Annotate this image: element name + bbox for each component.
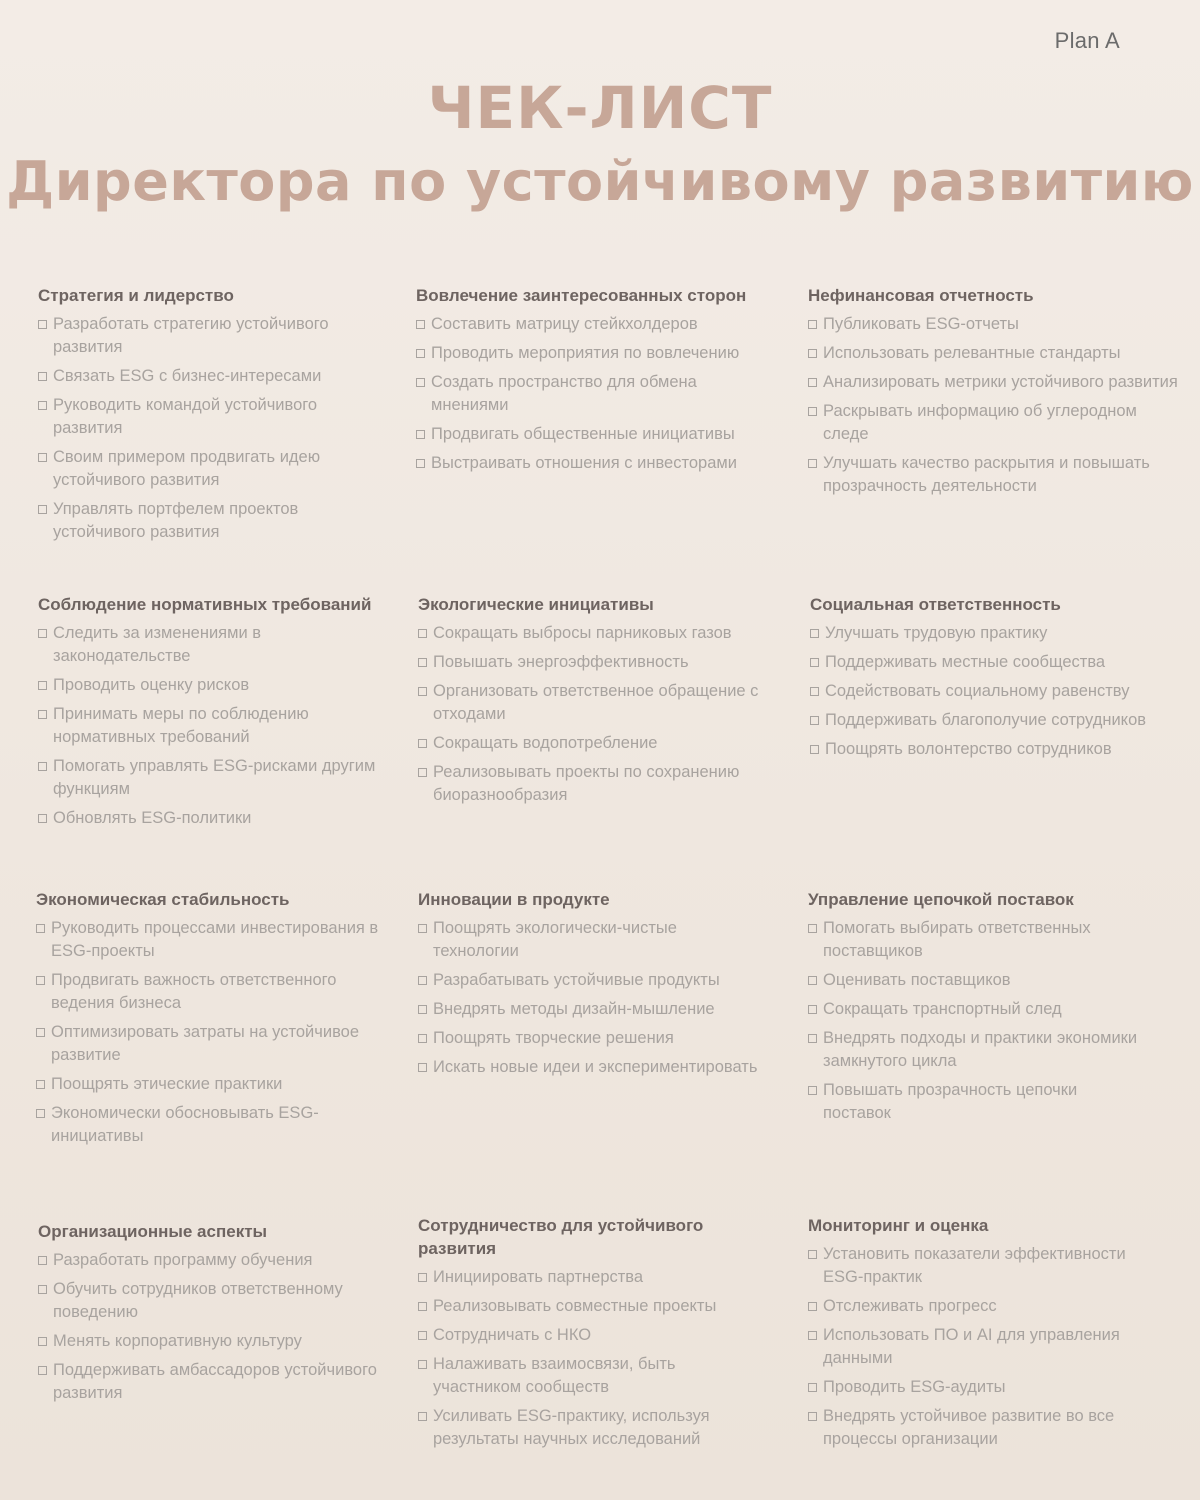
checklist-item-label: Повышать прозрачность цепочки поставок	[823, 1081, 1078, 1122]
checklist-item-label: Реализовывать проекты по сохранению биоразнообразия	[433, 763, 740, 804]
checklist-item-label: Поощрять экологически-чистые технологии	[433, 919, 677, 960]
checklist-item-label: Инициировать партнерства	[433, 1268, 644, 1286]
checklist-item	[808, 400, 1178, 446]
section-title: Нефинансовая отчетность	[808, 286, 1034, 305]
checklist-item	[416, 452, 776, 475]
checklist-item-label: Менять корпоративную культуру	[53, 1332, 302, 1350]
checklist-items	[808, 917, 1138, 1125]
checklist-item-label: Реализовывать совместные проекты	[433, 1297, 717, 1315]
checklist-item	[38, 674, 388, 697]
checklist-item-label: Повышать энергоэффективность	[433, 653, 689, 671]
checklist-item-label: Оценивать поставщиков	[823, 971, 1011, 989]
checkbox-icon[interactable]	[418, 739, 427, 748]
checklist-item-label: Раскрывать информацию об углеродном следе	[823, 402, 1137, 443]
section-title: Экологические инициативы	[418, 595, 654, 614]
section-title: Соблюдение нормативных требований	[38, 595, 372, 614]
checkbox-icon[interactable]	[38, 505, 47, 514]
checklist-items	[810, 622, 1170, 761]
checklist-item	[810, 709, 1170, 732]
checklist-item	[418, 917, 758, 963]
checklist-items	[808, 313, 1178, 498]
checklist-section	[416, 284, 776, 481]
checkbox-icon[interactable]	[808, 1331, 817, 1340]
checkbox-icon[interactable]	[418, 1331, 427, 1340]
checkbox-icon[interactable]	[36, 1080, 45, 1089]
checklist-item-label: Установить показатели эффективности ESG-практик	[823, 1245, 1126, 1286]
checklist-item-label: Разработать стратегию устойчивого развития	[53, 315, 329, 356]
checkbox-icon[interactable]	[38, 372, 47, 381]
checklist-section	[38, 1220, 383, 1411]
checklist-item	[418, 1405, 758, 1451]
checklist-item-label: Продвигать общественные инициативы	[431, 425, 735, 443]
checklist-item	[808, 452, 1178, 498]
checklist-items	[418, 622, 783, 807]
checkbox-icon[interactable]	[810, 745, 819, 754]
checklist-item	[418, 732, 783, 755]
checklist-item	[418, 1324, 758, 1347]
section-title: Социальная ответственность	[810, 595, 1061, 614]
checklist-item	[38, 807, 388, 830]
checklist-item-label: Помогать выбирать ответственных поставщиков	[823, 919, 1091, 960]
checkbox-icon[interactable]	[418, 1273, 427, 1282]
checklist-item	[416, 342, 776, 365]
section-title: Управление цепочкой поставок	[808, 890, 1074, 909]
checklist-item-label: Сокращать транспортный след	[823, 1000, 1062, 1018]
checklist-item	[810, 738, 1170, 761]
checklist-item	[808, 1079, 1138, 1125]
checkbox-icon[interactable]	[38, 320, 47, 329]
checklist-item-label: Внедрять методы дизайн-мышление	[433, 1000, 715, 1018]
section-title: Вовлечение заинтересованных сторон	[416, 286, 747, 305]
checklist-item-label: Усиливать ESG-практику, используя результаты научных исследований	[433, 1407, 710, 1448]
checklist-item-label: Помогать управлять ESG-рисками другим функциям	[53, 757, 376, 798]
checklist-item	[808, 1376, 1158, 1399]
checklist-item-label: Поощрять этические практики	[51, 1075, 283, 1093]
checkbox-icon[interactable]	[808, 976, 817, 985]
checklist-items	[38, 622, 388, 830]
checklist-item	[416, 371, 776, 417]
checkbox-icon[interactable]	[418, 687, 427, 696]
checklist-item	[418, 969, 758, 992]
checklist-item	[808, 1295, 1158, 1318]
checkbox-icon[interactable]	[418, 629, 427, 638]
section-title: Экономическая стабильность	[36, 890, 290, 909]
checklist-item	[36, 917, 396, 963]
checklist-item-label: Улучшать качество раскрытия и повышать прозрачность деятельности	[823, 454, 1150, 495]
checklist-item	[418, 680, 783, 726]
checklist-items	[416, 313, 776, 475]
checklist-section	[38, 593, 388, 836]
checkbox-icon[interactable]	[418, 658, 427, 667]
checklist-item	[808, 917, 1138, 963]
checklist-section	[808, 1214, 1158, 1457]
checkbox-icon[interactable]	[418, 924, 427, 933]
checklist-item-label: Следить за изменениями в законодательстве	[53, 624, 262, 665]
checkbox-icon[interactable]	[418, 1360, 427, 1369]
checklist-section	[418, 593, 783, 813]
checkbox-icon[interactable]	[808, 1250, 817, 1259]
checklist-item	[808, 1243, 1158, 1289]
checkbox-icon[interactable]	[808, 1005, 817, 1014]
checklist-item	[808, 1405, 1158, 1451]
checkbox-icon[interactable]	[808, 1086, 817, 1095]
checklist-section	[36, 888, 396, 1154]
checklist-item	[38, 703, 388, 749]
checklist-item	[38, 394, 378, 440]
checklist-item	[418, 1353, 758, 1399]
checklist-item-label: Поощрять волонтерство сотрудников	[825, 740, 1112, 758]
brand-logo: Plan A	[1054, 28, 1120, 53]
checklist-item	[36, 1102, 396, 1148]
checklist-item-label: Сокращать водопотребление	[433, 734, 658, 752]
checklist-item	[38, 1359, 383, 1405]
checkbox-icon[interactable]	[416, 320, 425, 329]
checklist-item-label: Поддерживать благополучие сотрудников	[825, 711, 1147, 729]
checklist-item	[418, 1266, 758, 1289]
checklist-item-label: Оптимизировать затраты на устойчивое развитие	[51, 1023, 359, 1064]
checklist-item-label: Внедрять подходы и практики экономики замкнутого цикла	[823, 1029, 1138, 1070]
checklist-section	[418, 1214, 758, 1457]
checklist-item-label: Составить матрицу стейкхолдеров	[431, 315, 698, 333]
checkbox-icon[interactable]	[808, 1034, 817, 1043]
checklist-item-label: Руководить процессами инвестирования в ESG-проекты	[51, 919, 379, 960]
checklist-item	[808, 998, 1138, 1021]
checklist-item	[38, 446, 378, 492]
checklist-item	[416, 423, 776, 446]
checklist-item	[38, 755, 388, 801]
checkbox-icon[interactable]	[418, 1034, 427, 1043]
checkbox-icon[interactable]	[808, 349, 817, 358]
checklist-item	[418, 761, 783, 807]
checklist-item	[810, 680, 1170, 703]
checklist-item	[808, 342, 1178, 365]
checkbox-icon[interactable]	[38, 453, 47, 462]
checklist-item	[36, 1073, 396, 1096]
checklist-item	[810, 651, 1170, 674]
checkbox-icon[interactable]	[38, 1285, 47, 1294]
checklist-item-label: Публиковать ESG-отчеты	[823, 315, 1019, 333]
checkbox-icon[interactable]	[808, 1383, 817, 1392]
checklist-item-label: Улучшать трудовую практику	[825, 624, 1048, 642]
page-title-line2: Директора по устойчивому развитию	[6, 150, 1194, 213]
checklist-item-label: Своим примером продвигать идею устойчивого развития	[53, 448, 321, 489]
checklist-item-label: Обучить сотрудников ответственному поведению	[53, 1280, 343, 1321]
checkbox-icon[interactable]	[38, 1366, 47, 1375]
checklist-section	[808, 888, 1138, 1131]
checkbox-icon[interactable]	[418, 1063, 427, 1072]
checklist-item-label: Разработать программу обучения	[53, 1251, 313, 1269]
section-title: Мониторинг и оценка	[808, 1216, 989, 1235]
checklist-item-label: Поощрять творческие решения	[433, 1029, 674, 1047]
checklist-items	[808, 1243, 1158, 1451]
section-title: Организационные аспекты	[38, 1222, 268, 1241]
checkbox-icon[interactable]	[808, 1302, 817, 1311]
checkbox-icon[interactable]	[808, 459, 817, 468]
checklist-item	[38, 365, 378, 388]
checkbox-icon[interactable]	[36, 1109, 45, 1118]
checklist-item-label: Налаживать взаимосвязи, быть участником сообществ	[433, 1355, 676, 1396]
checklist-item-label: Использовать релевантные стандарты	[823, 344, 1121, 362]
section-title: Инновации в продукте	[418, 890, 610, 909]
checkbox-icon[interactable]	[810, 658, 819, 667]
checklist-item	[38, 313, 378, 359]
checkbox-icon[interactable]	[416, 459, 425, 468]
page-title-line1: ЧЕК-ЛИСТ	[427, 74, 773, 142]
checklist-section	[38, 284, 378, 550]
checklist-item	[38, 1278, 383, 1324]
checklist-item	[418, 1295, 758, 1318]
checklist-item	[38, 1330, 383, 1353]
checkbox-icon[interactable]	[416, 349, 425, 358]
checklist-item-label: Сотрудничать с НКО	[433, 1326, 592, 1344]
checklist-items	[38, 313, 378, 544]
checkbox-icon[interactable]	[418, 976, 427, 985]
checklist-item-label: Искать новые идеи и экспериментировать	[433, 1058, 758, 1076]
checklist-item-label: Обновлять ESG-политики	[53, 809, 252, 827]
checkbox-icon[interactable]	[36, 976, 45, 985]
checkbox-icon[interactable]	[808, 320, 817, 329]
checkbox-icon[interactable]	[416, 378, 425, 387]
checklist-item	[418, 622, 783, 645]
checkbox-icon[interactable]	[418, 1302, 427, 1311]
checklist-item	[808, 969, 1138, 992]
checkbox-icon[interactable]	[38, 1337, 47, 1346]
checkbox-icon[interactable]	[810, 687, 819, 696]
checklist-item-label: Сокращать выбросы парниковых газов	[433, 624, 732, 642]
checklist-item-label: Связать ESG с бизнес-интересами	[53, 367, 322, 385]
checklist-item	[418, 651, 783, 674]
checklist-item-label: Руководить командой устойчивого развития	[53, 396, 318, 437]
checkbox-icon[interactable]	[38, 681, 47, 690]
checklist-item	[36, 969, 396, 1015]
checklist-item	[38, 622, 388, 668]
checklist-item-label: Проводить ESG-аудиты	[823, 1378, 1006, 1396]
checklist-item	[38, 498, 378, 544]
checklist-item	[36, 1021, 396, 1067]
checkbox-icon[interactable]	[810, 716, 819, 725]
checklist-item-label: Принимать меры по соблюдению нормативных требований	[53, 705, 309, 746]
checkbox-icon[interactable]	[38, 710, 47, 719]
checkbox-icon[interactable]	[808, 924, 817, 933]
checklist-item-label: Использовать ПО и AI для управления данными	[823, 1326, 1120, 1367]
checkbox-icon[interactable]	[36, 924, 45, 933]
checkbox-icon[interactable]	[808, 378, 817, 387]
checkbox-icon[interactable]	[418, 1005, 427, 1014]
checklist-item-label: Выстраивать отношения с инвесторами	[431, 454, 737, 472]
checklist-items	[418, 917, 758, 1079]
checklist-item	[808, 1027, 1138, 1073]
checklist-item	[418, 1027, 758, 1050]
checklist-item-label: Отслеживать прогресс	[823, 1297, 997, 1315]
checklist-items	[36, 917, 396, 1148]
checkbox-icon[interactable]	[808, 1412, 817, 1421]
checklist-item	[810, 622, 1170, 645]
checklist-item-label: Анализировать метрики устойчивого развития	[823, 373, 1178, 391]
checkbox-icon[interactable]	[38, 401, 47, 410]
checklist-item-label: Продвигать важность ответственного ведения бизнеса	[51, 971, 337, 1012]
checkbox-icon[interactable]	[38, 629, 47, 638]
checkbox-icon[interactable]	[38, 814, 47, 823]
checklist-item-label: Управлять портфелем проектов устойчивого развития	[53, 500, 299, 541]
checklist-item	[416, 313, 776, 336]
checkbox-icon[interactable]	[416, 430, 425, 439]
checkbox-icon[interactable]	[808, 407, 817, 416]
checklist-items	[418, 1266, 758, 1451]
checklist-item-label: Поддерживать амбассадоров устойчивого развития	[53, 1361, 377, 1402]
checkbox-icon[interactable]	[38, 1256, 47, 1265]
checklist-item-label: Проводить мероприятия по вовлечению	[431, 344, 740, 362]
checklist-item	[418, 998, 758, 1021]
checkbox-icon[interactable]	[418, 768, 427, 777]
checklist-item	[808, 1324, 1158, 1370]
checklist-item-label: Проводить оценку рисков	[53, 676, 250, 694]
section-title: Стратегия и лидерство	[38, 286, 234, 305]
checklist-section	[810, 593, 1170, 767]
checklist-item	[38, 1249, 383, 1272]
checklist-item-label: Создать пространство для обмена мнениями	[431, 373, 697, 414]
checklist-section	[808, 284, 1178, 504]
checklist-item-label: Экономически обосновывать ESG-инициативы	[51, 1104, 319, 1145]
checkbox-icon[interactable]	[810, 629, 819, 638]
checklist-item-label: Разрабатывать устойчивые продукты	[433, 971, 720, 989]
checklist-item-label: Поддерживать местные сообщества	[825, 653, 1106, 671]
checkbox-icon[interactable]	[36, 1028, 45, 1037]
checklist-item	[808, 313, 1178, 336]
checkbox-icon[interactable]	[418, 1412, 427, 1421]
checklist-item-label: Содействовать социальному равенству	[825, 682, 1130, 700]
checklist-item	[418, 1056, 758, 1079]
checklist-item-label: Внедрять устойчивое развитие во все процессы организации	[823, 1407, 1115, 1448]
checklist-items	[38, 1249, 383, 1405]
checklist-item	[808, 371, 1178, 394]
section-title: Сотрудничество для устойчивого развития	[418, 1216, 704, 1258]
checklist-item-label: Организовать ответственное обращение с отходами	[433, 682, 759, 723]
checkbox-icon[interactable]	[38, 762, 47, 771]
checklist-section	[418, 888, 758, 1085]
